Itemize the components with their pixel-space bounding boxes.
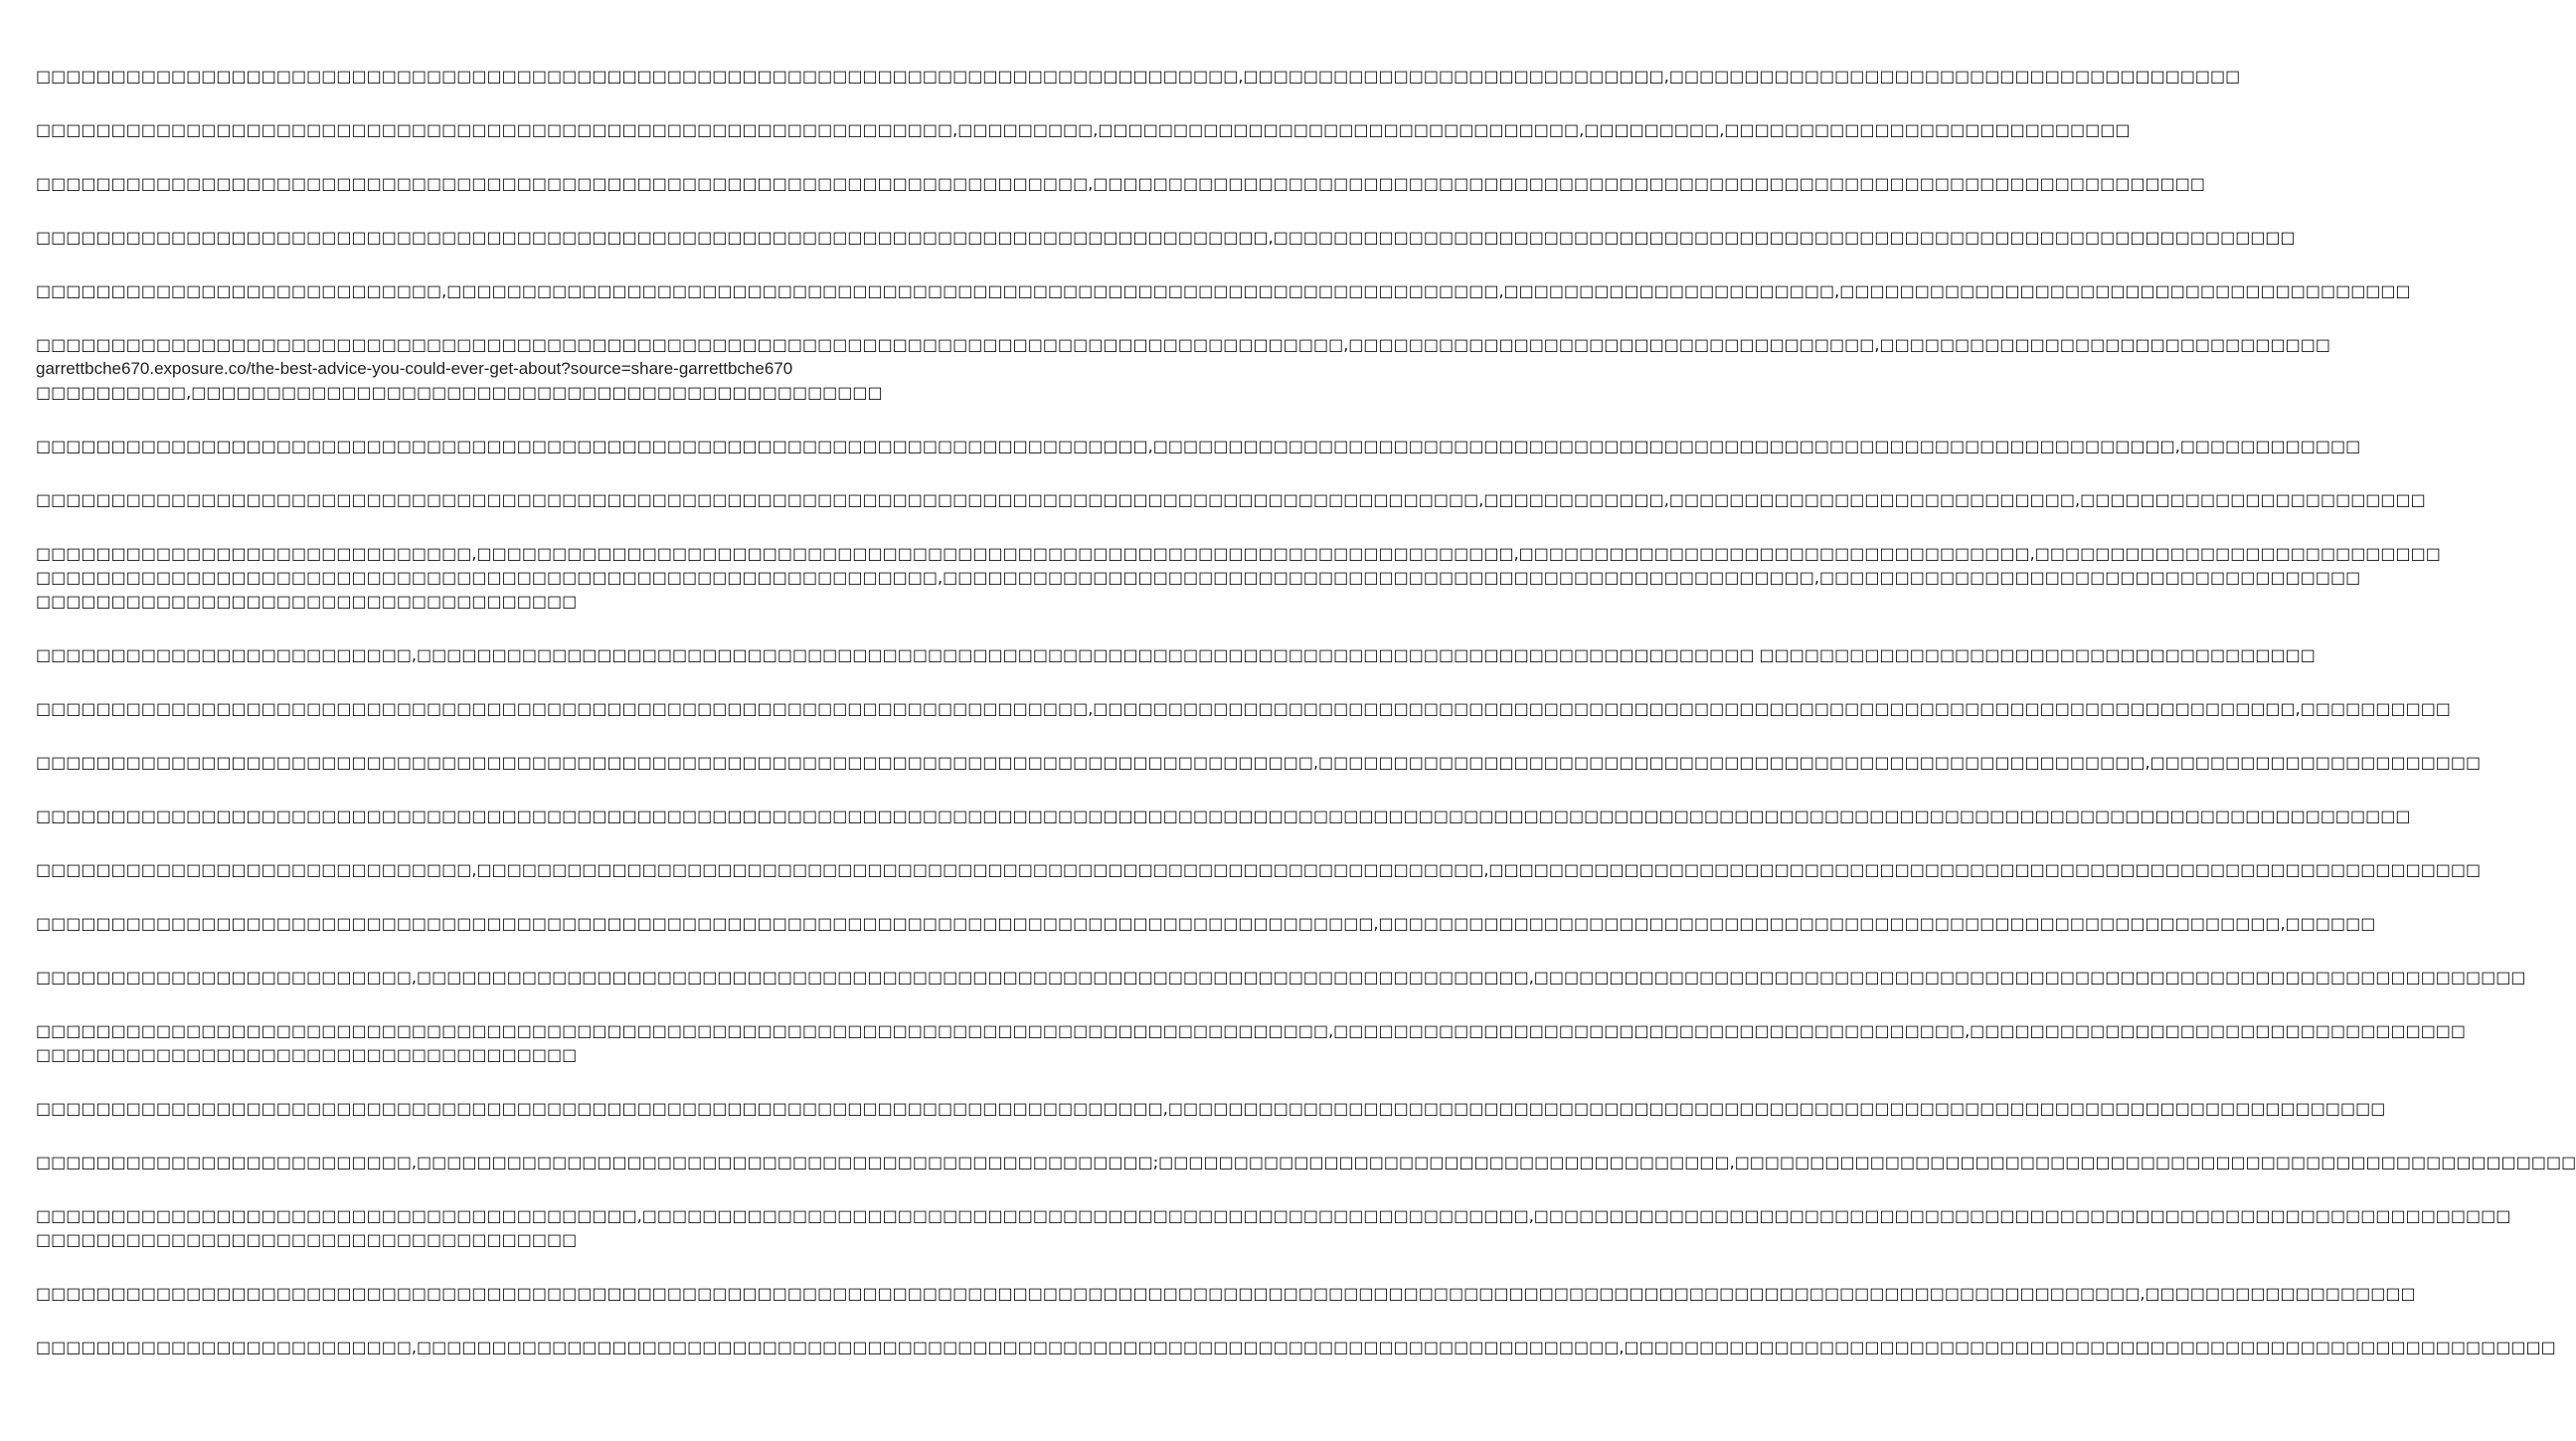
text-line: □□□□□□□□□□□□□□□□□□□□□□□□□□□□□□□□□□□□□□□□□□□□□□□□□□□□□□□□□□□□□□□□□□□□□□□□□□□□□□□□□□□□□□□□□□□□□□□□□□□□□□□□□□□□□□□□□□□□□□□□□□□□□□□□□□□□□□□□□□□□□□□□□□□□□□□□□□□□□□ (36, 807, 2411, 825)
text-line: □□□□□□□□□□□□□□□□□□□□□□□□□□□□□,□□□□□□□□□□□□□□□□□□□□□□□□□□□□□□□□□□□□□□□□□□□□□□□□□□□□□□□□□□□□□□□□□□□,□□□□□□□□□□□□□□□□□□□□□□□□□□□□□□□□□□□□□□□□□□□□□□□□□□□□□□□□□□□□□□□□□□ (36, 860, 2482, 879)
text-line: □□□□□□□□□□□□□□□□□□□□□□□□□,□□□□□□□□□□□□□□□□□□□□□□□□□□□□□□□□□□□□□□□□□□□□□□□□□;□□□□□□□□□□□□□□□□□□□□□□□□□□□□□□□□□□□□□□,□□□□□□□□□□□□□□□□□□□□□□□□□□□□□□□□□□□□□□□□□□□□□□□□□□□□□□□□ (36, 1153, 2576, 1171)
text-line: □□□□□□□□□□□□□□□□□□□□□□□□□□□□□□□□□□□□□□□□□□□□□□□□□□□□□□□□□□□□□□□□□□□□□□,□□□□□□□□□□□□□□□□□□□□□□□□□□□□□□□□□□□□□□□□□□□□□□□□□□□□□□□□□□□□□□□□□□□□□□□□□□□□□□□□,□□□□□□□□□□ (36, 699, 2451, 718)
paragraph (36, 65, 2241, 89)
text-line: □□□□□□□□□□□□□□□□□□□□□□□□□□□□□□□□□□□□ (36, 592, 578, 611)
paragraph (36, 1097, 2386, 1121)
text-line: □□□□□□□□□□□□□□□□□□□□□□□□□,□□□□□□□□□□□□□□□□□□□□□□□□□□□□□□□□□□□□□□□□□□□□□□□□□□□□□□□□□□□□□□□□□□□□□□□□□□□□□□□□□□□□□□□□□ □□□□□□□□□□□□□□□□□□□□□□□□□□□□□□□□□□□□□ (36, 645, 2316, 664)
paragraph (36, 858, 2482, 882)
paragraph (36, 643, 2316, 667)
text-line: □□□□□□□□□□□□□□□□□□□□□□□□□□□□□□□□□□□□ (36, 1230, 578, 1249)
document-body (36, 65, 2576, 1389)
paragraph (36, 279, 2411, 303)
paragraph (36, 697, 2451, 721)
text-line: □□□□□□□□□□□□□□□□□□□□□□□□□□□□□□□□□□□□□□□□□□□□□□□□□□□□□□□□□□□□,□□□□□□□□□□□□□□□□□□□□□□□□□□□□□□□□□□□□□□□□□□□□□□□□□□□□□□□□□□,□□□□□□□□□□□□□□□□□□□□□□□□□□□□□□□□□□□□ (36, 568, 2361, 587)
paragraph (36, 1151, 2576, 1174)
text-line: □□□□□□□□□□□□□□□□□□□□□□□□□□□□□□□□□□□□□□□□□□□□□□□□□□□□□□□□□□□□□□□□□□□□□□□□□□□□□□□□□□□□□□□□□□□□□□□□□□□□□□□□□□□□□□□□□□□□□□□□□□□□□□□□□□□□□□□□□□□□,□□□□□□□□□□□□□□□□□□ (36, 1284, 2416, 1303)
paragraph (36, 912, 2376, 936)
paragraph (36, 966, 2526, 990)
text-line: □□□□□□□□□□□□□□□□□□□□□□□□□□□□□□□□□□□□□□□□□□□□□□□□□□□□□□□□□□□□□,□□□□□□□□□,□□□□□□□□□□□□□□□□□□□□□□□□□□□□□□□□,□□□□□□□□□,□□□□□□□□□□□□□□□□□□□□□□□□□□□ (36, 120, 2131, 139)
paragraph (36, 751, 2482, 775)
paragraph (36, 1336, 2556, 1359)
paragraph (36, 542, 2441, 614)
text-line: □□□□□□□□□□□□□□□□□□□□□□□□□□□,□□□□□□□□□□□□□□□□□□□□□□□□□□□□□□□□□□□□□□□□□□□□□□□□□□□□□□□□□□□□□□□□□□□□□□,□□□□□□□□□□□□□□□□□□□□□□,□□□□□□□□□□□□□□□□□□□□□□□□□□□□□□□□□□□□□□ (36, 281, 2411, 300)
text-line: □□□□□□□□□□,□□□□□□□□□□□□□□□□□□□□□□□□□□□□□□□□□□□□□□□□□□□□□□ (36, 383, 883, 402)
text-line: □□□□□□□□□□□□□□□□□□□□□□□□□□□□□□□□□□□□□□□□□□□□□□□□□□□□□□□□□□□□□□□□□□□□□□□□□□□□□□□□□□□□□□□□□□□□□□□□,□□□□□□□□□□□□,□□□□□□□□□□□□□□□□□□□□□□□□□□□,□□□□□□□□□□□□□□□□□□□□□□□ (36, 490, 2426, 509)
paragraph (36, 226, 2296, 250)
text-line: □□□□□□□□□□□□□□□□□□□□□□□□□□□□□□□□□□□□□□□□□□□□□□□□□□□□□□□□□□□□□□□□□□□□□□□□□□□□□□□□□□□□□□□,□□□□□□□□□□□□□□□□□□□□□□□□□□□□□□□□□□□,□□□□□□□□□□□□□□□□□□□□□□□□□□□□□□ (36, 335, 2330, 354)
paragraph (36, 118, 2131, 142)
text-line: □□□□□□□□□□□□□□□□□□□□□□□□□□□□□□□□□□□□□□□□□□□□□□□□□□□□□□□□□□□□□□□□□□□□□□,□□□□□□□□□□□□□□□□□□□□□□□□□□□□□□□□□□□□□□□□□□□□□□□□□□□□□□□□□□□□□□□□□□□□□□□□□□ (36, 174, 2205, 193)
text-line: □□□□□□□□□□□□□□□□□□□□□□□□□□□□□□□□□□□□□□□□□□□□□□□□□□□□□□□□□□□□□□□□□□□□□□□□□□□□□□□□□□□□□□,□□□□□□□□□□□□□□□□□□□□□□□□□□□□□□□□□□□□□□□□□□,□□□□□□□□□□□□□□□□□□□□□□□□□□□□□□□□□ (36, 1021, 2467, 1040)
text-line: □□□□□□□□□□□□□□□□□□□□□□□□□□□□□□□□□□□□□□□□,□□□□□□□□□□□□□□□□□□□□□□□□□□□□□□□□□□□□□□□□□□□□□□□□□□□□□□□□□□□,□□□□□□□□□□□□□□□□□□□□□□□□□□□□□□□□□□□□□□□□□□□□□□□□□□□□□□□□□□□□□□□□□ (36, 1206, 2511, 1225)
text-line: □□□□□□□□□□□□□□□□□□□□□□□□□,□□□□□□□□□□□□□□□□□□□□□□□□□□□□□□□□□□□□□□□□□□□□□□□□□□□□□□□□□□□□□□□□□□□□□□□□□□,□□□□□□□□□□□□□□□□□□□□□□□□□□□□□□□□□□□□□□□□□□□□□□□□□□□□□□□□□□□□□□□□□□ (36, 968, 2526, 987)
text-line: □□□□□□□□□□□□□□□□□□□□□□□□□,□□□□□□□□□□□□□□□□□□□□□□□□□□□□□□□□□□□□□□□□□□□□□□□□□□□□□□□□□□□□□□□□□□□□□□□□□□□□□□□□,□□□□□□□□□□□□□□□□□□□□□□□□□□□□□□□□□□□□□□□□□□□□□□□□□□□□□□□□□□□□□□ (36, 1338, 2556, 1356)
text-line: □□□□□□□□□□□□□□□□□□□□□□□□□□□□□□□□□□□□□□□□□□□□□□□□□□□□□□□□□□□□□□□□□□□□□□□□□□,□□□□□□□□□□□□□□□□□□□□□□□□□□□□□□□□□□□□□□□□□□□□□□□□□□□□□□□□□□□□□□□□□□□□,□□□□□□□□□□□□ (36, 437, 2361, 455)
text-line: □□□□□□□□□□□□□□□□□□□□□□□□□□□□□,□□□□□□□□□□□□□□□□□□□□□□□□□□□□□□□□□□□□□□□□□□□□□□□□□□□□□□□□□□□□□□□□□□□□□,□□□□□□□□□□□□□□□□□□□□□□□□□□□□□□□□□□,□□□□□□□□□□□□□□□□□□□□□□□□□□□ (36, 544, 2441, 563)
paragraph (36, 435, 2361, 458)
paragraph (36, 1204, 2511, 1252)
text-line: □□□□□□□□□□□□□□□□□□□□□□□□□□□□□□□□□□□□□□□□□□□□□□□□□□□□□□□□□□□□□□□□□□□□□□□□□□□□□□□□□□□□□□□□□,□□□□□□□□□□□□□□□□□□□□□□□□□□□□□□□□□□□□□□□□□□□□□□□□□□□□□□□□□□□□,□□□□□□ (36, 914, 2376, 933)
paragraph (36, 805, 2411, 828)
text-line: □□□□□□□□□□□□□□□□□□□□□□□□□□□□□□□□□□□□□□□□□□□□□□□□□□□□□□□□□□□□□□□□□□□□□□□□□□□□□□□□□□,□□□□□□□□□□□□□□□□□□□□□□□□□□□□□□□□□□□□□□□□□□□□□□□□□□□□□□□□□□□□□□□□□□□□ (36, 228, 2296, 247)
paragraph (36, 1019, 2467, 1067)
text-line: □□□□□□□□□□□□□□□□□□□□□□□□□□□□□□□□□□□□□□□□□□□□□□□□□□□□□□□□□□□□□□□□□□□□□□□□□□□□□□□□□□□□□,□□□□□□□□□□□□□□□□□□□□□□□□□□□□□□□□□□□□□□□□□□□□□□□□□□□□□□□,□□□□□□□□□□□□□□□□□□□□□□ (36, 753, 2482, 772)
paragraph (36, 172, 2205, 196)
paragraph (36, 488, 2426, 512)
text-line: □□□□□□□□□□□□□□□□□□□□□□□□□□□□□□□□□□□□□□□□□□□□□□□□□□□□□□□□□□□□□□□□□□□□□□□□□□□□□□□□,□□□□□□□□□□□□□□□□□□□□□□□□□□□□,□□□□□□□□□□□□□□□□□□□□□□□□□□□□□□□□□□□□□□ (36, 67, 2241, 86)
url-text: garrettbche670.exposure.co/the-best-advice-you-could-ever-get-about?source=share-garrettbche670 (36, 359, 793, 378)
text-line: □□□□□□□□□□□□□□□□□□□□□□□□□□□□□□□□□□□□□□□□□□□□□□□□□□□□□□□□□□□□□□□□□□□□□□□□□□□,□□□□□□□□□□□□□□□□□□□□□□□□□□□□□□□□□□□□□□□□□□□□□□□□□□□□□□□□□□□□□□□□□□□□□□□□□□□□□□□□□ (36, 1099, 2386, 1118)
paragraph (36, 1282, 2416, 1306)
paragraph (36, 333, 2330, 405)
text-line: □□□□□□□□□□□□□□□□□□□□□□□□□□□□□□□□□□□□ (36, 1045, 578, 1064)
